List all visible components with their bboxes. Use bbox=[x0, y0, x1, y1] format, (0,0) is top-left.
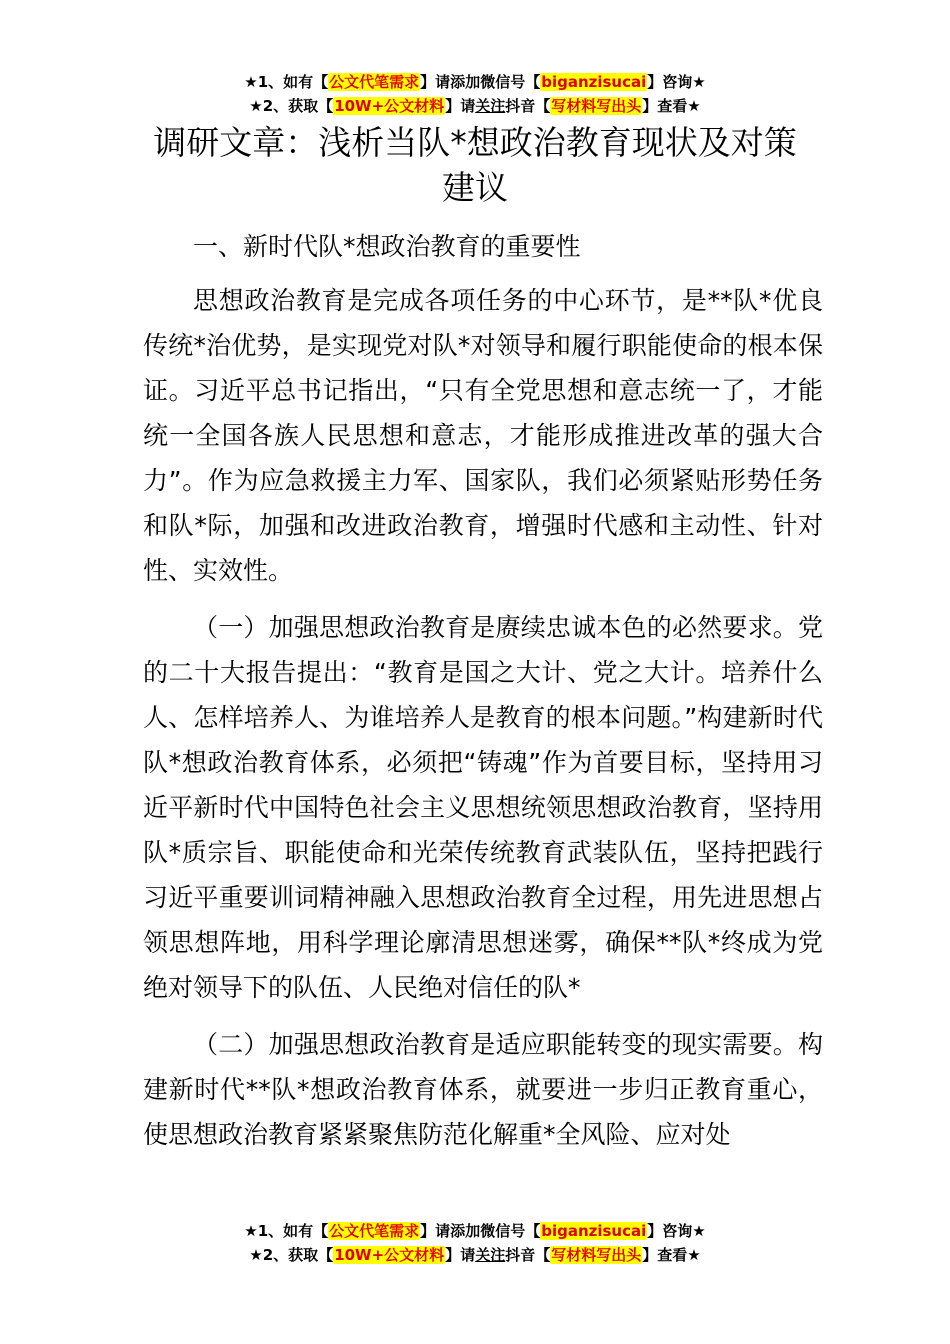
promo-line-1: ★1、如有【公文代笔需求】请添加微信号【biganzisucai】咨询★ bbox=[244, 73, 706, 91]
paragraph-1: 思想政治教育是完成各项任务的中心环节，是**队*优良传统*治优势，是实现党对队*对领导和履行职能使命的根本保证。习近平总书记指出，“只有全党思想和意志统一了，才能统一全国各族人民思想和意志，才能形成推进改革的强大合力”。作为应急救援主力军、国家队，我们必须紧贴形势任务和队*际，加强和改进政治教育，增强时代感和主动性、针对性、实效性。 bbox=[143, 286, 823, 585]
paragraph-2: （一）加强思想政治教育是赓续忠诚本色的必然要求。党的二十大报告提出：“教育是国之大计、党之大计。培养什么人、怎样培养人、为谁培养人是教育的根本问题。”构建新时代队*想政治教育体系，必须把“铸魂”作为首要目标，坚持用习近平新时代中国特色社会主义思想统领思想政治教育，坚持用队*质宗旨、职能使命和光荣传统教育武装队伍，坚持把践行习近平重要训词精神融入思想政治教育全过程，用先进思想占领思想阵地，用科学理论廓清思想迷雾，确保**队*终成为党绝对领导下的队伍、人民绝对信任的队* bbox=[143, 613, 823, 1002]
promo-line-1: ★1、如有【公文代笔需求】请添加微信号【biganzisucai】咨询★ bbox=[244, 1222, 706, 1240]
highlight-materials: 10W+公文材料 bbox=[334, 1246, 445, 1264]
highlight-douyin-account: 写材料写出头 bbox=[551, 97, 642, 115]
highlight-materials: 10W+公文材料 bbox=[334, 97, 445, 115]
section-heading: 一、新时代队*想政治教育的重要性 bbox=[193, 232, 581, 261]
promo-banner-bottom bbox=[0, 1219, 950, 1267]
document-title: 调研文章：浅析当队*想政治教育现状及对策建议 bbox=[153, 123, 797, 207]
highlight-douyin-account: 写材料写出头 bbox=[551, 1246, 642, 1264]
promo-line-2: ★2、获取【10W+公文材料】请关注抖音【写材料写出头】查看★ bbox=[249, 97, 701, 115]
document-body bbox=[143, 224, 823, 1169]
promo-banner-top bbox=[0, 70, 950, 118]
highlight-ghostwriting: 公文代笔需求 bbox=[329, 73, 420, 91]
highlight-wechat-id: biganzisucai bbox=[541, 1222, 647, 1240]
highlight-ghostwriting: 公文代笔需求 bbox=[329, 1222, 420, 1240]
promo-line-2: ★2、获取【10W+公文材料】请关注抖音【写材料写出头】查看★ bbox=[249, 1246, 701, 1264]
paragraph-3: （二）加强思想政治教育是适应职能转变的现实需要。构建新时代**队*想政治教育体系，就要进一步归正教育重心，使思想政治教育紧紧聚焦防范化解重*全风险、应对处 bbox=[143, 1030, 823, 1149]
highlight-wechat-id: biganzisucai bbox=[541, 73, 647, 91]
